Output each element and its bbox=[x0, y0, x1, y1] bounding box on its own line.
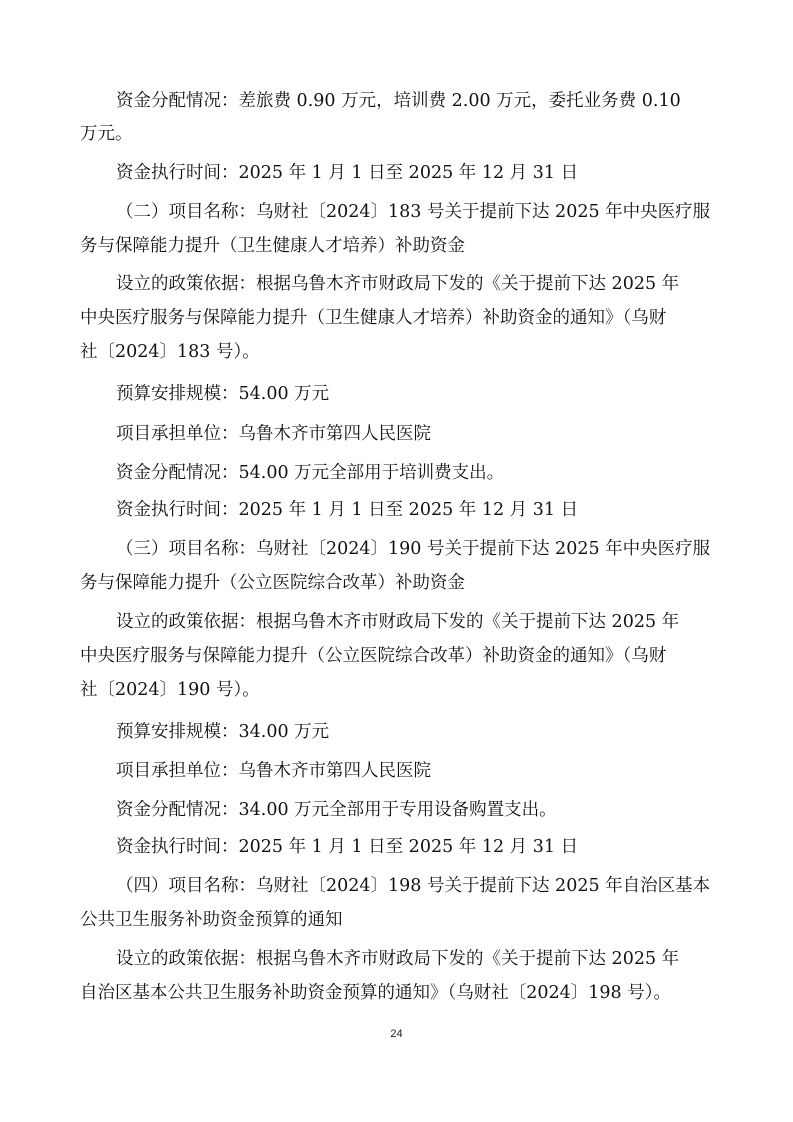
text-line: 资金执行时间：2025 年 1 月 1 日至 2025 年 12 月 31 日 bbox=[116, 500, 579, 520]
text-line: 项目承担单位：乌鲁木齐市第四人民医院 bbox=[116, 424, 431, 444]
text-line: 自治区基本公共卫生服务补助资金预算的通知》（乌财社〔2024〕198 号）。 bbox=[80, 983, 671, 1003]
text-line: 务与保障能力提升（公立医院综合改革）补助资金 bbox=[80, 573, 465, 593]
text-line: 中央医疗服务与保障能力提升（卫生健康人才培养）补助资金的通知》（乌财 bbox=[80, 308, 667, 328]
text-line: 设立的政策依据：根据乌鲁木齐市财政局下发的《关于提前下达 2025 年 bbox=[116, 612, 680, 632]
section-heading: （二）项目名称：乌财社〔2024〕183 号关于提前下达 2025 年中央医疗服 bbox=[116, 202, 711, 222]
text-line: 设立的政策依据：根据乌鲁木齐市财政局下发的《关于提前下达 2025 年 bbox=[116, 949, 680, 969]
text-line: 资金执行时间：2025 年 1 月 1 日至 2025 年 12 月 31 日 bbox=[116, 837, 579, 857]
text-line: 社〔2024〕190 号）。 bbox=[80, 680, 260, 700]
text-line: 资金分配情况：54.00 万元全部用于培训费支出。 bbox=[116, 463, 505, 483]
text-line: 预算安排规模：34.00 万元 bbox=[116, 722, 330, 742]
text-line: 设立的政策依据：根据乌鲁木齐市财政局下发的《关于提前下达 2025 年 bbox=[116, 274, 680, 294]
text-line: 资金分配情况：差旅费 0.90 万元，培训费 2.00 万元，委托业务费 0.10 bbox=[116, 91, 681, 111]
text-line: 务与保障能力提升（卫生健康人才培养）补助资金 bbox=[80, 236, 465, 256]
text-line: 万元。 bbox=[80, 124, 133, 144]
text-line: 项目承担单位：乌鲁木齐市第四人民医院 bbox=[116, 761, 431, 781]
text-line: 中央医疗服务与保障能力提升（公立医院综合改革）补助资金的通知》（乌财 bbox=[80, 646, 667, 666]
page-number: 24 bbox=[390, 1028, 403, 1040]
section-heading: （四）项目名称：乌财社〔2024〕198 号关于提前下达 2025 年自治区基本 bbox=[116, 876, 711, 896]
text-line: 预算安排规模：54.00 万元 bbox=[116, 384, 330, 404]
text-line: 资金分配情况：34.00 万元全部用于专用设备购置支出。 bbox=[116, 800, 557, 820]
text-line: 社〔2024〕183 号）。 bbox=[80, 342, 260, 362]
text-line: 公共卫生服务补助资金预算的通知 bbox=[80, 910, 343, 930]
section-heading: （三）项目名称：乌财社〔2024〕190 号关于提前下达 2025 年中央医疗服 bbox=[116, 539, 711, 559]
text-line: 资金执行时间：2025 年 1 月 1 日至 2025 年 12 月 31 日 bbox=[116, 163, 579, 183]
